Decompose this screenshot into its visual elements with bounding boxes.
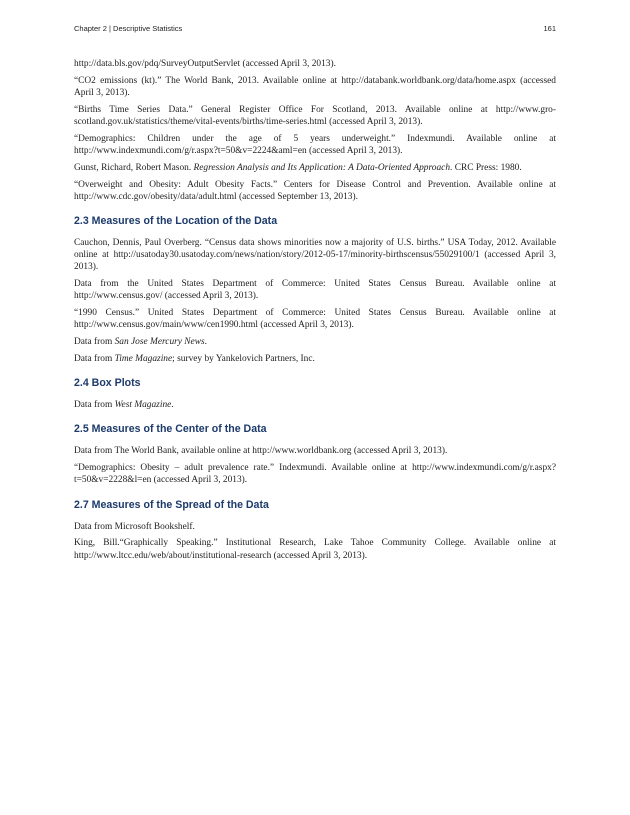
section-heading: 2.7 Measures of the Spread of the Data [74, 498, 269, 511]
reference-book-title: Regression Analysis and Its Application: A Data-Oriented Approach [193, 162, 451, 173]
reference-entry: Data from the United States Department of Commerce: United States Census Bureau. Available online at http://www.census.gov/ (accessed April 3, 2013). [74, 279, 556, 302]
reference-entry: “Demographics: Children under the age of 5 years underweight.” Indexmundi. Available online at http://www.indexmundi.com/g/r.aspx?t=50&v=2224&aml=en (accessed April 3, 2013). [74, 133, 556, 156]
reference-text: ; survey by Yankelovich Partners, Inc. [172, 354, 315, 364]
reference-entry: King, Bill.“Graphically Speaking.” Institutional Research, Lake Tahoe Community College. Available online at http://www.ltcc.edu/web/about/institutional-research (accessed April 3, 2013). [74, 538, 556, 561]
reference-entry [74, 353, 556, 365]
reference-text: Data from [74, 337, 115, 348]
reference-entry [74, 399, 556, 411]
page-number: 161 [543, 24, 556, 33]
reference-entry: http://data.bls.gov/pdq/SurveyOutputServlet (accessed April 3, 2013). [74, 59, 336, 69]
reference-entry: “1990 Census.” United States Department of Commerce: United States Census Bureau. Available online at http://www.census.gov/main/www/cen1990.html (accessed April 3, 2013). [74, 308, 556, 331]
chapter-title: Chapter 2 | Descriptive Statistics [74, 24, 183, 33]
reference-publication-title: West Magazine [114, 400, 172, 411]
reference-entry [74, 162, 556, 174]
reference-text: . CRC Press: 1980. [450, 162, 522, 173]
reference-entry: “Overweight and Obesity: Adult Obesity Facts.” Centers for Disease Control and Prevention. Available online at http://www.cdc.gov/obesity/data/adult.html (accessed September 13, 2013). [74, 179, 556, 202]
reference-entry: Data from Microsoft Bookshelf. [74, 521, 195, 532]
reference-publication-title: San Jose Mercury News [114, 337, 205, 348]
reference-text: Data from [74, 354, 115, 364]
section-heading: 2.5 Measures of the Center of the Data [74, 423, 267, 436]
reference-publication-title: Time Magazine [114, 354, 173, 364]
section-heading: 2.4 Box Plots [74, 377, 141, 390]
section-heading: 2.3 Measures of the Location of the Data [74, 215, 278, 227]
reference-text: Gunst, Richard, Robert Mason. [74, 162, 194, 173]
reference-entry: Cauchon, Dennis, Paul Overberg. “Census data shows minorities now a majority of U.S. births.” USA Today, 2012. Available online at http://usatoday30.usatoday.com/news/nation/story/2012-05-17/minority-birthscensus/55029100/1 (accessed April 3, 2013). [74, 238, 556, 273]
reference-text: Data from [74, 400, 115, 411]
reference-entry [74, 336, 556, 348]
reference-entry: “CO2 emissions (kt).” The World Bank, 2013. Available online at http://databank.worldbank.org/data/home.aspx (accessed April 3, 2013). [74, 75, 556, 98]
reference-entry: Data from The World Bank, available online at http://www.worldbank.org (accessed April 3, 2013). [74, 446, 448, 457]
reference-entry: “Demographics: Obesity – adult prevalence rate.” Indexmundi. Available online at http://www.indexmundi.com/g/r.aspx?t=50&v=2228&l=en (accessed April 3, 2013). [74, 463, 556, 486]
reference-text: . [204, 337, 207, 348]
running-header [74, 24, 556, 36]
reference-text: . [171, 400, 174, 411]
references-content [74, 58, 556, 562]
reference-entry: “Births Time Series Data.” General Register Office For Scotland, 2013. Available online at http://www.gro-scotland.gov.uk/statistics/theme/vital-events/births/time-series.html (accessed April 3, 2013). [74, 104, 556, 127]
